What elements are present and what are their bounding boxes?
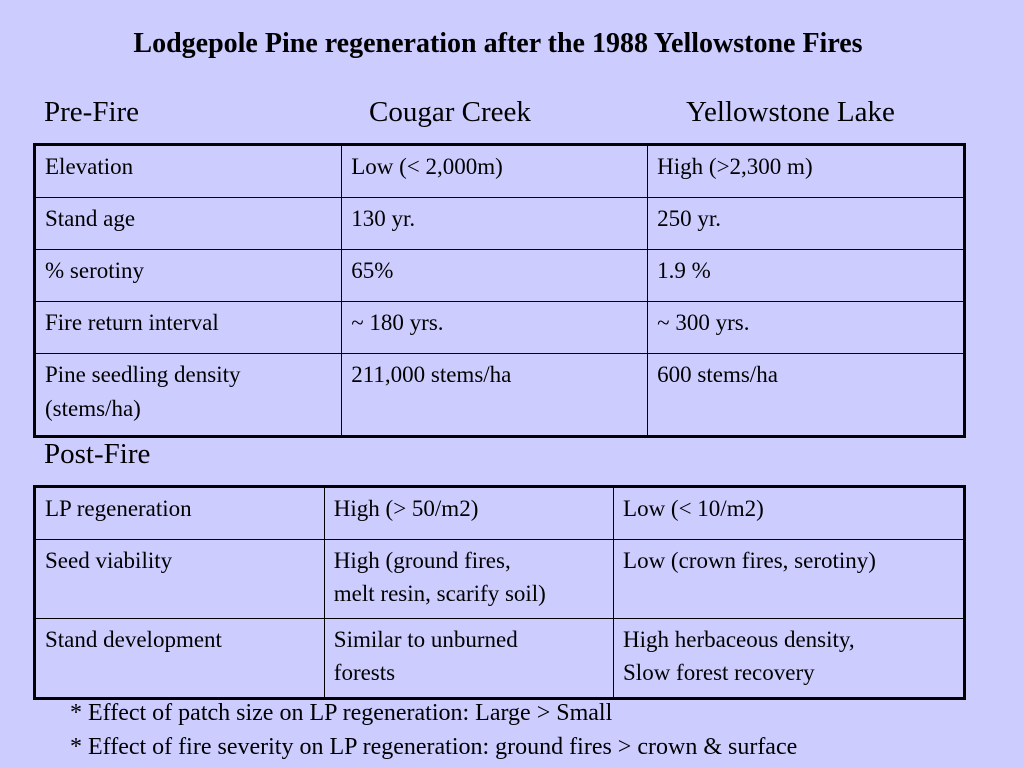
table-row: [35, 145, 965, 198]
cell-line: High herbaceous density,: [623, 627, 855, 652]
post-fire-label: Post-Fire: [44, 438, 151, 470]
site2-cell: [614, 619, 965, 699]
site2-cell: ~ 300 yrs.: [648, 302, 965, 354]
post-fire-table: [33, 485, 966, 700]
row-label: % serotiny: [35, 250, 342, 302]
cell-line: forests: [333, 660, 396, 685]
site1-cell: ~ 180 yrs.: [342, 302, 648, 354]
cell-line: Similar to unburned: [333, 627, 518, 652]
table-row: [35, 198, 965, 250]
note-fire-severity: * Effect of fire severity on LP regeneration: ground fires > crown & surface: [70, 734, 798, 760]
cell-line: High (ground fires,: [333, 548, 511, 573]
site2-cell: 1.9 %: [648, 250, 965, 302]
site2-cell: Low (crown fires, serotiny): [614, 540, 965, 619]
site2-cell: 250 yr.: [648, 198, 965, 250]
table-row: [35, 619, 965, 699]
site1-cell: Low (< 2,000m): [342, 145, 648, 198]
site1-header: Cougar Creek: [369, 96, 531, 128]
row-label: Stand development: [35, 619, 325, 699]
cell-line: melt resin, scarify soil): [333, 581, 546, 606]
pre-fire-label: Pre-Fire: [44, 96, 140, 128]
site1-cell: 130 yr.: [342, 198, 648, 250]
site2-cell: High (>2,300 m): [648, 145, 965, 198]
row-label-line: (stems/ha): [45, 396, 141, 421]
site2-cell: Low (< 10/m2): [614, 487, 965, 540]
row-label: Seed viability: [35, 540, 325, 619]
row-label: Elevation: [35, 145, 342, 198]
site1-cell: 211,000 stems/ha: [342, 354, 648, 437]
row-label: Stand age: [35, 198, 342, 250]
site1-cell: 65%: [342, 250, 648, 302]
table-row: [35, 540, 965, 619]
note-patch-size: * Effect of patch size on LP regeneration: Large > Small: [70, 700, 613, 726]
site1-cell: High (> 50/m2): [324, 487, 613, 540]
pre-fire-table: [33, 143, 966, 438]
table-row: [35, 487, 965, 540]
row-label: LP regeneration: [35, 487, 325, 540]
table-row: [35, 302, 965, 354]
site1-cell: [324, 619, 613, 699]
cell-line: Slow forest recovery: [623, 660, 815, 685]
page-title: Lodgepole Pine regeneration after the 1988 Yellowstone Fires: [133, 28, 863, 59]
row-label: Fire return interval: [35, 302, 342, 354]
row-label: [35, 354, 342, 437]
table-row: [35, 250, 965, 302]
site2-header: Yellowstone Lake: [686, 96, 895, 128]
site1-cell: [324, 540, 613, 619]
row-label-line: Pine seedling density: [45, 362, 241, 387]
site2-cell: 600 stems/ha: [648, 354, 965, 437]
table-row: [35, 354, 965, 437]
